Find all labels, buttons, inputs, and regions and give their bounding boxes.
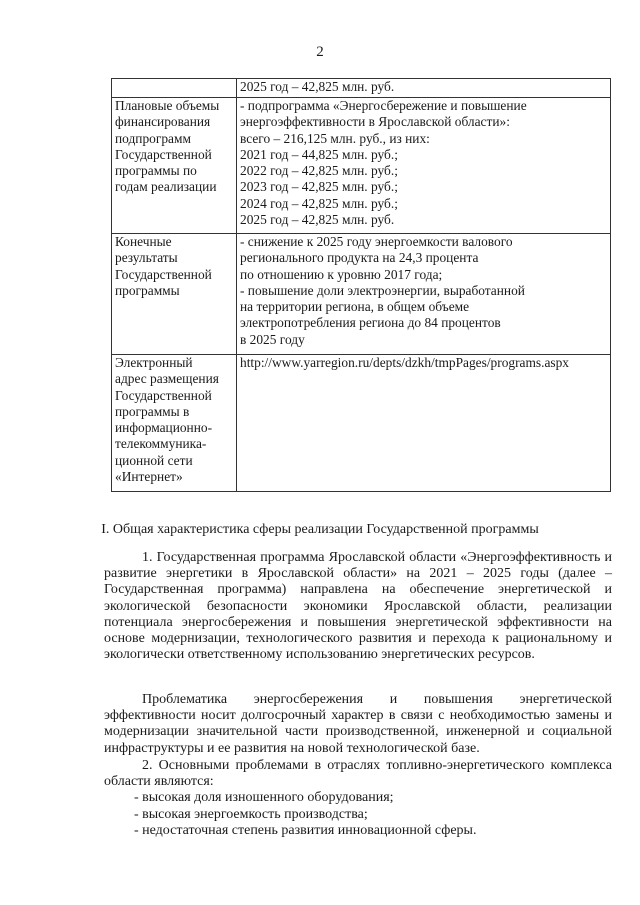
paragraph: Проблематика энергосбережения и повышения энергетической эффективности носит долгосрочный характер в связи с необходимостью замены и модернизации значительной части производственной, инженерной и социальной инфраструктуры и ее развития на новой технологической базе. xyxy=(104,692,612,756)
label-line: Электронный xyxy=(115,355,193,370)
value-line: 2023 год – 42,825 млн. руб.; xyxy=(240,179,398,195)
program-passport-table xyxy=(111,78,611,492)
label-line: «Интернет» xyxy=(115,469,183,485)
section-body xyxy=(104,758,612,839)
label-line: Конечные xyxy=(115,234,172,249)
value-line: 2025 год – 42,825 млн. руб. xyxy=(240,79,395,94)
label-line: телекоммуника- xyxy=(115,436,207,452)
label-line: информационно- xyxy=(115,420,213,436)
section-body xyxy=(104,692,612,757)
table-row xyxy=(112,98,611,234)
section-title: I. Общая характеристика сферы реализации Государственной программы xyxy=(101,522,539,537)
value-line: энергоэффективности в Ярославской области»: xyxy=(240,114,510,130)
label-line: результаты xyxy=(115,250,178,266)
label-line: ционной сети xyxy=(115,452,193,468)
value-line: электропотребления региона до 84 процентов xyxy=(240,315,501,331)
list-item: - высокая энергоемкость производства; xyxy=(134,806,368,822)
table-label-cell xyxy=(112,98,237,234)
label-line: Государственной xyxy=(115,146,212,162)
label-line: подпрограмм xyxy=(115,130,191,146)
label-line: Плановые объемы xyxy=(115,98,220,113)
list-item: - недостаточная степень развития инновационной сферы. xyxy=(134,822,477,838)
program-url[interactable]: http://www.yarregion.ru/depts/dzkh/tmpPages/programs.aspx xyxy=(240,355,570,370)
value-line: регионального продукта на 24,3 процента xyxy=(240,250,479,266)
value-line: - подпрограмма «Энергосбережение и повышение xyxy=(240,98,527,113)
label-line: Государственной xyxy=(115,387,212,403)
table-label-cell xyxy=(112,355,237,492)
label-line: адрес размещения xyxy=(115,371,219,387)
table-label-cell xyxy=(112,234,237,355)
value-line: на территории региона, в общем объеме xyxy=(240,299,470,315)
table-row xyxy=(112,355,611,492)
value-line: по отношению к уровню 2017 года; xyxy=(240,266,443,282)
list-item: - высокая доля изношенного оборудования; xyxy=(134,790,394,806)
value-line: 2022 год – 42,825 млн. руб.; xyxy=(240,163,398,179)
section-body xyxy=(104,550,612,663)
page-number: 2 xyxy=(316,44,324,60)
value-line: - повышение доли электроэнергии, выработанной xyxy=(240,282,525,298)
paragraph: 2. Основными проблемами в отраслях топливно-энергетического комплекса области являются: xyxy=(104,758,612,790)
value-line: - снижение к 2025 году энергоемкости валового xyxy=(240,234,513,249)
table-value-cell xyxy=(237,79,611,98)
paragraph: 1. Государственная программа Ярославской области «Энергоэффективность и развитие энергетики в Ярославской области» на 2021 – 2025 годы (далее – Государственная программа) направлена на обеспечение энергетической и экологической безопасности экономики Ярославской области, реализации потенциала энергосбережения и повышения энергетической эффективности на основе модернизации, технологического развития и перехода к рациональному и экологически ответственному использованию энергетических ресурсов. xyxy=(104,550,612,663)
label-line: годам реализации xyxy=(115,179,217,195)
value-line: в 2025 году xyxy=(240,331,305,347)
table-value-cell xyxy=(237,355,611,492)
table-value-cell xyxy=(237,234,611,355)
label-line: программы в xyxy=(115,403,190,419)
value-line: 2021 год – 44,825 млн. руб.; xyxy=(240,146,398,162)
table-row xyxy=(112,79,611,98)
label-line: программы по xyxy=(115,163,197,179)
table-label-cell xyxy=(112,79,237,98)
label-line: Государственной xyxy=(115,266,212,282)
label-line: финансирования xyxy=(115,114,211,130)
table-row xyxy=(112,234,611,355)
value-line: 2025 год – 42,825 млн. руб. xyxy=(240,212,395,228)
value-line: всего – 216,125 млн. руб., из них: xyxy=(240,130,430,146)
label-line: программы xyxy=(115,282,180,298)
value-line: 2024 год – 42,825 млн. руб.; xyxy=(240,195,398,211)
table-value-cell xyxy=(237,98,611,234)
